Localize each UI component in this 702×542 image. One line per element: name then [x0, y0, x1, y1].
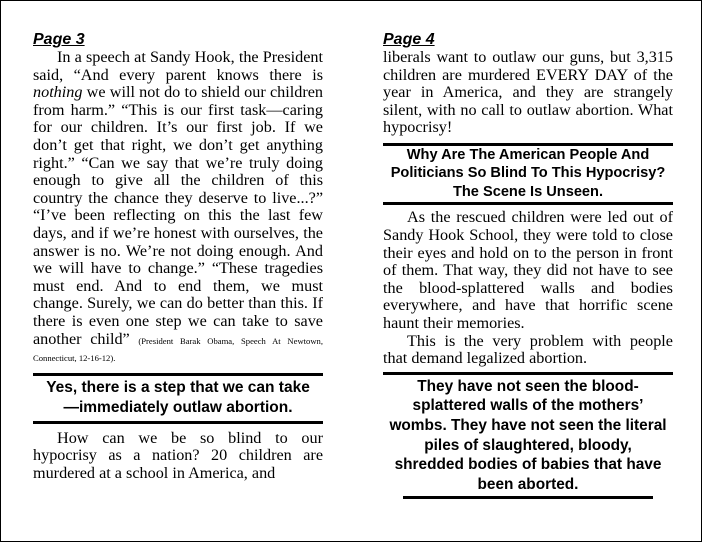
unseen-wombs-callout: They have not seen the blood-splattered walls of the mothers’ wombs. They have not seen the literal piles of slaughtered, bloody, shredded bodies of babies that have been aborted.: [389, 377, 667, 493]
speech-emphasis: nothing: [33, 83, 83, 102]
page-3-label: Page 3: [33, 31, 85, 48]
scene-unseen-heading: Why Are The American People And Politicians So Blind To This Hypocrisy? The Scene Is Unseen.: [390, 146, 666, 200]
rescued-children-paragraph: As the rescued children were led out of Sandy Hook School, they were told to close their eyes and hold on to the person in front of them. That way, they did not have to see the blood-splattered walls and bodies everywhere, and have that horrific scene haunt their memories.: [383, 208, 673, 333]
callout2-bottom-rule: [403, 496, 653, 499]
speech-text-part1: In a speech at Sandy Hook, the President said, “And every parent knows there is: [33, 48, 323, 84]
speech-citation: (President Barak Obama, Speech At Newtown, Connecticut, 12-16-12).: [33, 335, 323, 364]
heading-bottom-rule: [383, 202, 673, 205]
page-4-column: [383, 30, 673, 499]
speech-text-part2: we will not do to shield our children from harm.” “This is our first task—caring for our children. It’s our first job. If we don’t get that right, we don’t get anything right.” “Can we say that we’re truly doing enough to give all the children of this country the chance they deserve to live...?” “I’ve been reflecting on this the last few days, and if we’re honest with ourselves, the answer is no. We’re not doing enough. And we will have to change.” “These tragedies must end. And to end them, we must change. Surely, we can do better than this. If there is even one step we can take to save another child”: [33, 83, 323, 348]
page-4-label: Page 4: [383, 31, 435, 48]
sandy-hook-speech-paragraph: [33, 49, 323, 366]
legalized-abortion-paragraph: This is the very problem with people that demand legalized abortion.: [383, 331, 673, 368]
hypocrisy-paragraph: How can we be so blind to our hypocrisy as a nation? 20 children are murdered at a school in America, and: [33, 428, 323, 482]
outlaw-abortion-callout: Yes, there is a step that we can take—immediately outlaw abortion.: [46, 378, 310, 416]
outlaw-guns-paragraph: liberals want to outlaw our guns, but 3,315 children are murdered EVERY DAY of the year in America, and they are strangely silent, with no call to outlaw abortion. What hypocrisy!: [383, 48, 673, 137]
callout-bottom-rule: [33, 421, 323, 424]
page-3-column: [33, 30, 323, 482]
